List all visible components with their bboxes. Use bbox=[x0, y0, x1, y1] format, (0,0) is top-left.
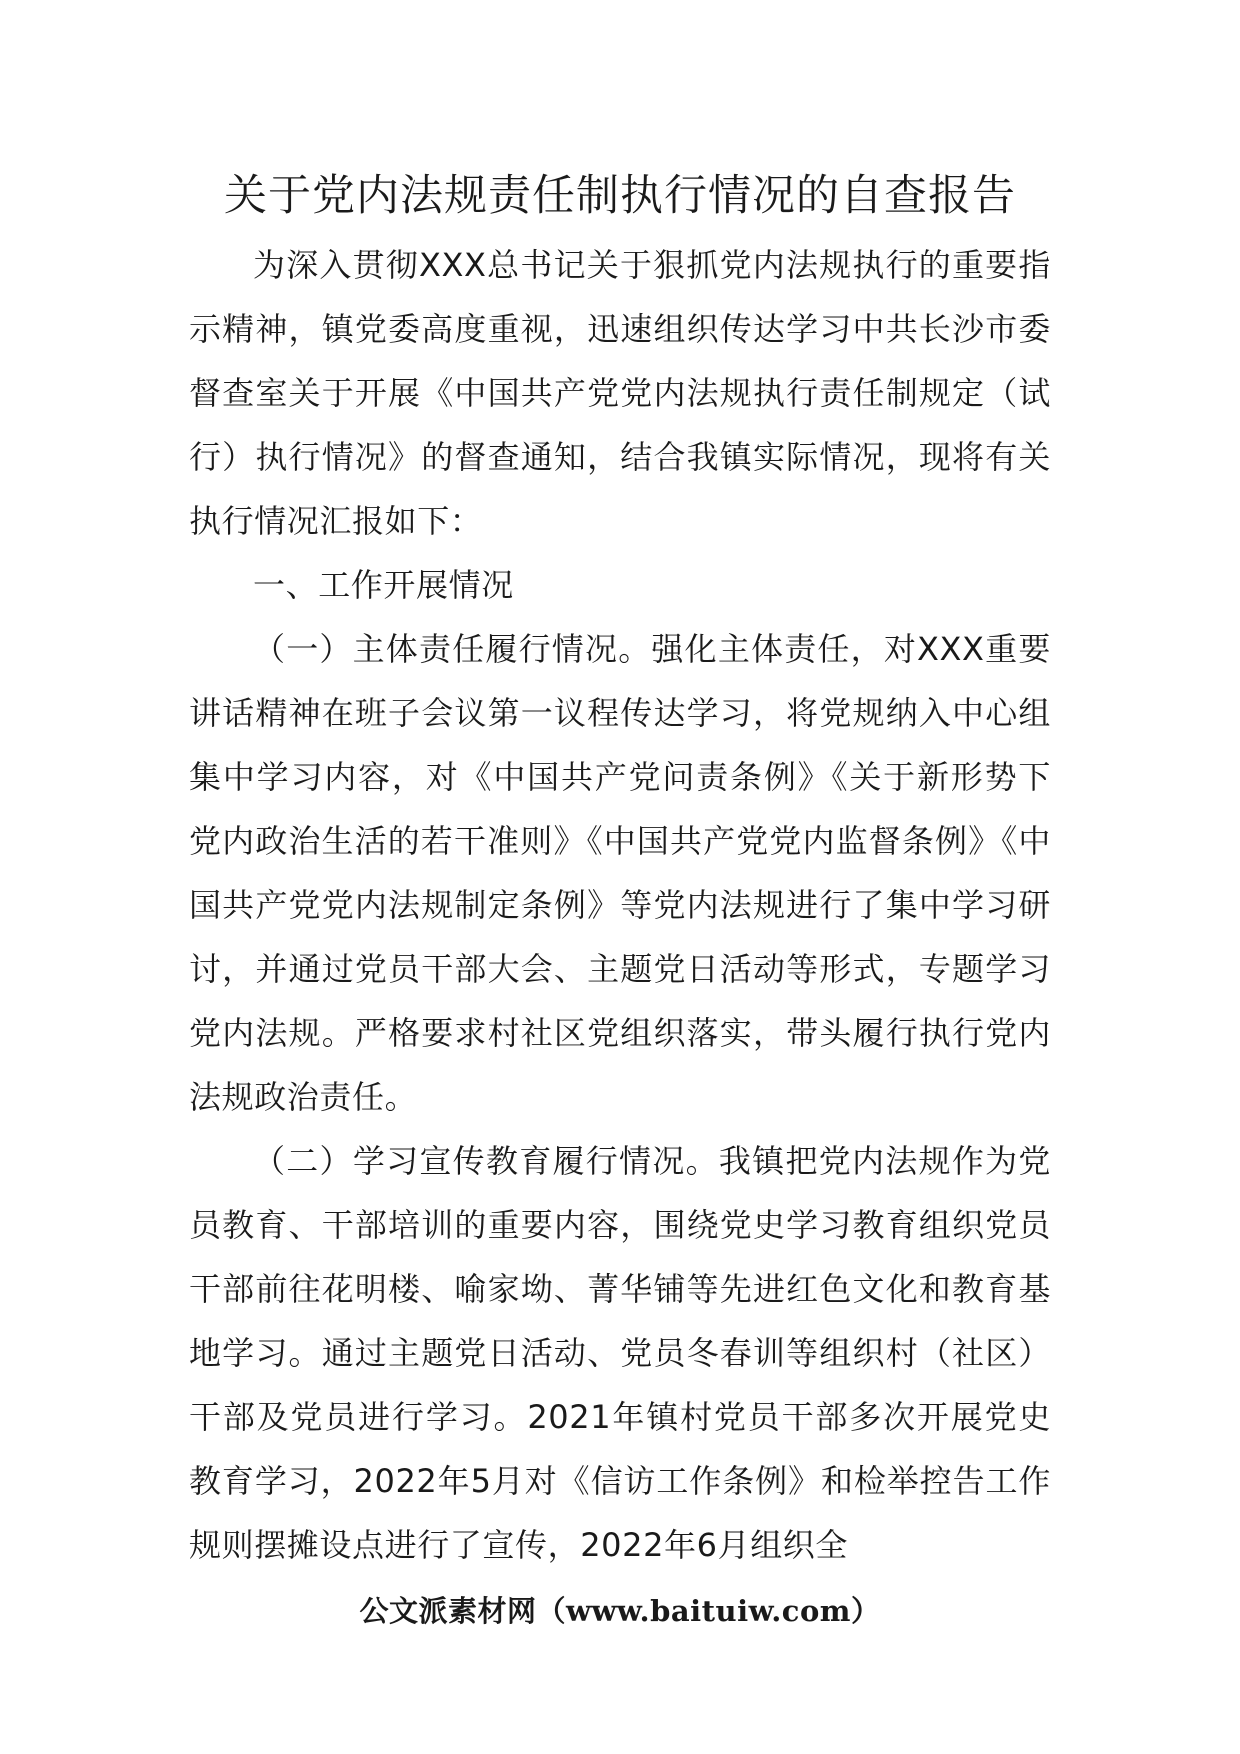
intro-paragraph: 为深入贯彻XXX总书记关于狠抓党内法规执行的重要指示精神，镇党委高度重视，迅速组织传达学习中共长沙市委督查室关于开展《中国共产党党内法规执行责任制规定（试行）执行情况》的督查通知，结合我镇实际情况，现将有关执行情况汇报如下： bbox=[189, 246, 1051, 540]
footer-watermark: 公文派素材网（www.baituiw.com） bbox=[359, 1594, 881, 1628]
document-title: 关于党内法规责任制执行情况的自查报告 bbox=[224, 171, 1016, 221]
item-two-paragraph: （二）学习宣传教育履行情况。我镇把党内法规作为党员教育、干部培训的重要内容，围绕党史学习教育组织党员干部前往花明楼、喻家坳、菁华铺等先进红色文化和教育基地学习。通过主题党日活动、党员冬春训等组织村（社区）干部及党员进行学习。2021年镇村党员干部多次开展党史教育学习，2022年5月对《信访工作条例》和检举控告工作规则摆摊设点进行了宣传，2022年6月组织全 bbox=[189, 1142, 1051, 1564]
section-heading: 一、工作开展情况 bbox=[253, 566, 514, 604]
document-body bbox=[189, 233, 1051, 1577]
item-one-paragraph: （一）主体责任履行情况。强化主体责任，对XXX重要讲话精神在班子会议第一议程传达学习，将党规纳入中心组集中学习内容，对《中国共产党问责条例》《关于新形势下党内政治生活的若干准则》《中国共产党党内监督条例》《中国共产党党内法规制定条例》等党内法规进行了集中学习研讨，并通过党员干部大会、主题党日活动等形式，专题学习党内法规。严格要求村社区党组织落实，带头履行执行党内法规政治责任。 bbox=[189, 630, 1051, 1116]
